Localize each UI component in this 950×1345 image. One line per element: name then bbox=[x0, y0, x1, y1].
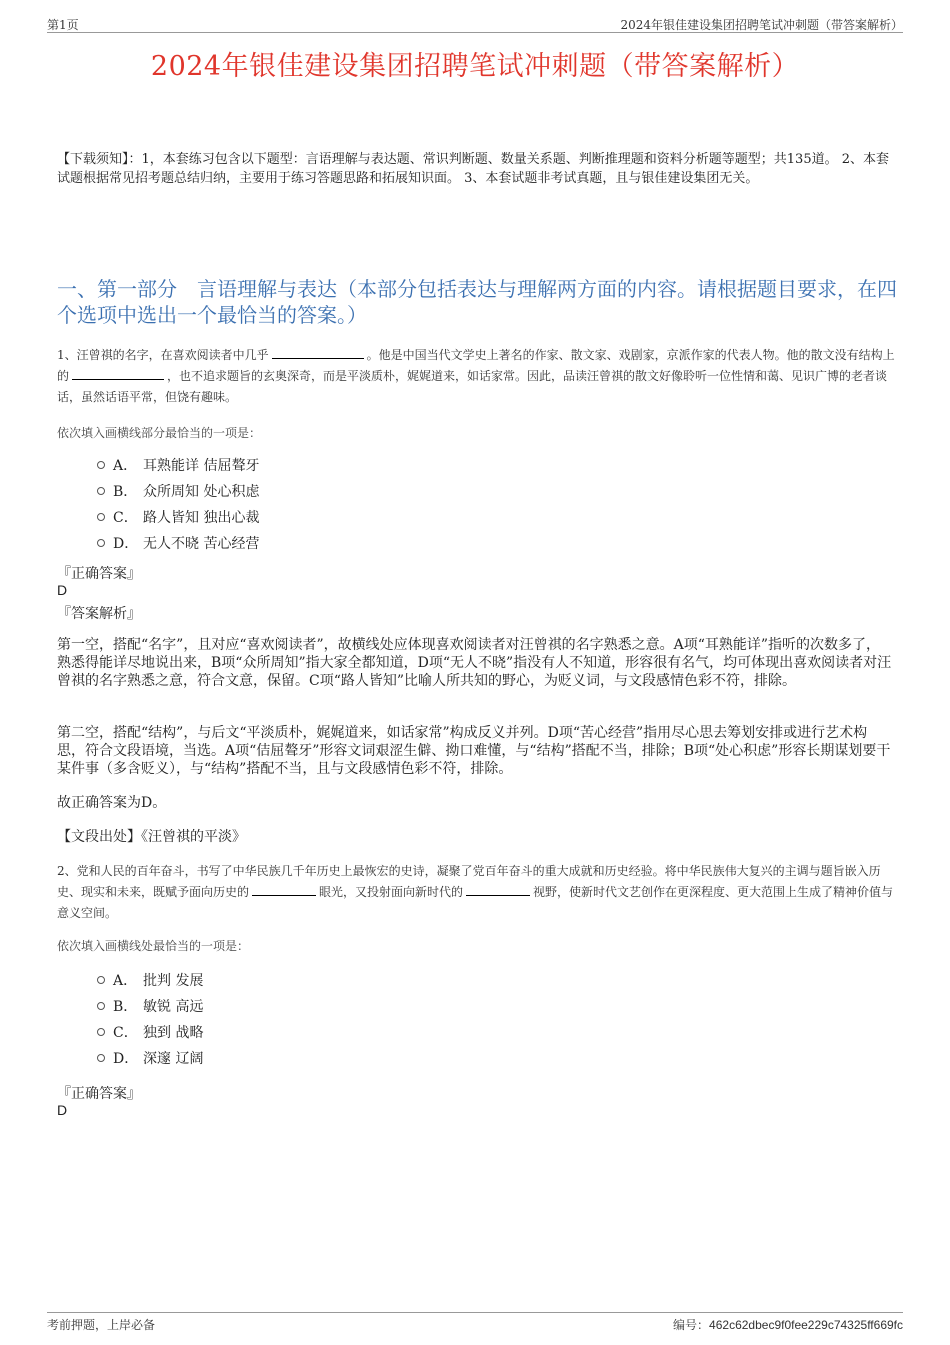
fill-blank bbox=[72, 366, 164, 380]
option-text: 无人不晓 苦心经营 bbox=[143, 536, 260, 552]
question-2-stem bbox=[57, 861, 897, 924]
correct-answer: D bbox=[57, 1102, 68, 1118]
fill-blank bbox=[466, 882, 530, 896]
page-footer bbox=[47, 1312, 903, 1332]
question-1-stem bbox=[57, 345, 897, 408]
question-stem-part: 眼光，又投射面向新时代的 bbox=[319, 885, 464, 899]
radio-icon[interactable] bbox=[97, 487, 105, 495]
option-letter: B． bbox=[113, 999, 138, 1015]
question-stem-part: 2、党和人民的百年奋斗，书写了中华民族几千年历史上最恢宏的史诗，凝聚了党百年奋斗的重大成就和历史经验。将中华民族伟大复兴的主调与题旨嵌入历史、现实和未来，既赋予面向历史的 bbox=[57, 864, 881, 899]
page-number: 第1页 bbox=[47, 18, 79, 32]
radio-icon[interactable] bbox=[97, 976, 105, 984]
option-letter: D． bbox=[113, 1051, 139, 1067]
question-stem-part: 。他是中国当代文学史上著名的作家、散文家、戏剧家，京派作家的代表人物。他的散文没有结构上的 bbox=[57, 348, 895, 383]
footer-slogan: 考前押题，上岸必备 bbox=[47, 1318, 156, 1332]
option-text: 深邃 辽阔 bbox=[143, 1051, 204, 1067]
option-text: 众所周知 处心积虑 bbox=[143, 484, 260, 500]
analysis-label: 『答案解析』 bbox=[57, 606, 141, 622]
option-text: 独到 战略 bbox=[143, 1025, 204, 1041]
option-b[interactable] bbox=[97, 478, 259, 504]
question-2-options bbox=[97, 967, 203, 1071]
option-letter: A． bbox=[113, 973, 138, 989]
analysis-paragraph-2: 第二空，搭配“结构”，与后文“平淡质朴，娓娓道来，如话家常”构成反义并列。D项“苦心经营”指用尽心思去筹划安排或进行艺术构思，符合文段语境，当选。A项“佶屈聱牙”形容文词艰涩生僻、拗口难懂，与“结构”搭配不当，排除；B项“处心积虑”形容长期谋划要干某件事（多含贬义），与“结构”搭配不当，且与文段感情色彩不符，排除。 bbox=[57, 725, 891, 777]
document-code-label: 编号： bbox=[673, 1318, 710, 1332]
analysis-paragraph-1: 第一空，搭配“名字”，且对应“喜欢阅读者”，故横线处应体现喜欢阅读者对汪曾祺的名字熟悉之意。A项“耳熟能详”指听的次数多了，熟悉得能详尽地说出来，B项“众所周知”指大家全都知道，D项“无人不晓”指没有人不知道，形容很有名气，均可体现出喜欢阅读者对汪曾祺的名字熟悉之意，符合文意，保留。C项“路人皆知”比喻人所共知的野心，为贬义词，与文段感情色彩不符，排除。 bbox=[57, 637, 892, 689]
correct-answer: D bbox=[57, 582, 68, 598]
option-a[interactable] bbox=[97, 452, 259, 478]
question-1-prompt: 依次填入画横线部分最恰当的一项是： bbox=[57, 426, 262, 440]
download-notice: 【下载须知】：1，本套练习包含以下题型：言语理解与表达题、常识判断题、数量关系题、判断推理题和资料分析题等题型；共135道。 2、本套试题根据常见招考题总结归纳，主要用于练习答题思路和拓展知识面。 3、本套试题非考试真题，且与银佳建设集团无关。 bbox=[57, 152, 889, 186]
option-letter: C． bbox=[113, 1025, 138, 1041]
option-text: 耳熟能详 佶屈聱牙 bbox=[143, 458, 260, 474]
page-header bbox=[47, 14, 903, 33]
option-a[interactable] bbox=[97, 967, 203, 993]
header-doc-title: 2024年银佳建设集团招聘笔试冲刺题（带答案解析） bbox=[620, 18, 903, 32]
option-d[interactable] bbox=[97, 530, 259, 556]
radio-icon[interactable] bbox=[97, 1002, 105, 1010]
radio-icon[interactable] bbox=[97, 461, 105, 469]
document-code bbox=[673, 1316, 903, 1333]
correct-answer-label: 『正确答案』 bbox=[57, 566, 141, 582]
question-1-options bbox=[97, 452, 259, 556]
question-stem-part: ，也不追求题旨的玄奥深奇，而是平淡质朴，娓娓道来，如话家常。因此，品读汪曾祺的散文好像聆听一位性情和蔼、见识广博的老者谈话，虽然话语平常，但饶有趣味。 bbox=[57, 369, 888, 404]
option-b[interactable] bbox=[97, 993, 203, 1019]
option-letter: A． bbox=[113, 458, 138, 474]
option-text: 敏锐 高远 bbox=[143, 999, 204, 1015]
question-2-prompt: 依次填入画横线处最恰当的一项是： bbox=[57, 939, 250, 953]
option-letter: D． bbox=[113, 536, 139, 552]
document-title: 2024年银佳建设集团招聘笔试冲刺题（带答案解析） bbox=[150, 51, 800, 82]
fill-blank bbox=[252, 882, 316, 896]
option-letter: B． bbox=[113, 484, 138, 500]
analysis-conclusion: 故正确答案为D。 bbox=[57, 795, 167, 811]
radio-icon[interactable] bbox=[97, 539, 105, 547]
question-stem-part: 视野，使新时代文艺创作在更深程度、更大范围上生成了精神价值与意义空间。 bbox=[57, 885, 894, 920]
option-c[interactable] bbox=[97, 504, 259, 530]
option-letter: C． bbox=[113, 510, 138, 526]
radio-icon[interactable] bbox=[97, 1054, 105, 1062]
option-text: 路人皆知 独出心裁 bbox=[143, 510, 260, 526]
option-c[interactable] bbox=[97, 1019, 203, 1045]
option-d[interactable] bbox=[97, 1045, 203, 1071]
radio-icon[interactable] bbox=[97, 1028, 105, 1036]
option-text: 批判 发展 bbox=[143, 973, 204, 989]
fill-blank bbox=[272, 345, 364, 359]
question-stem-part: 1、汪曾祺的名字，在喜欢阅读者中几乎 bbox=[57, 348, 269, 362]
correct-answer-label: 『正确答案』 bbox=[57, 1086, 141, 1102]
section-title: 一、第一部分 言语理解与表达（本部分包括表达与理解两方面的内容。请根据题目要求，在四个选项中选出一个最恰当的答案。） bbox=[57, 277, 897, 327]
document-code-value: 462c62dbec9f0fee229c74325ff669fc bbox=[709, 1318, 903, 1332]
passage-source: 【文段出处】《汪曾祺的平淡》 bbox=[57, 829, 246, 845]
radio-icon[interactable] bbox=[97, 513, 105, 521]
